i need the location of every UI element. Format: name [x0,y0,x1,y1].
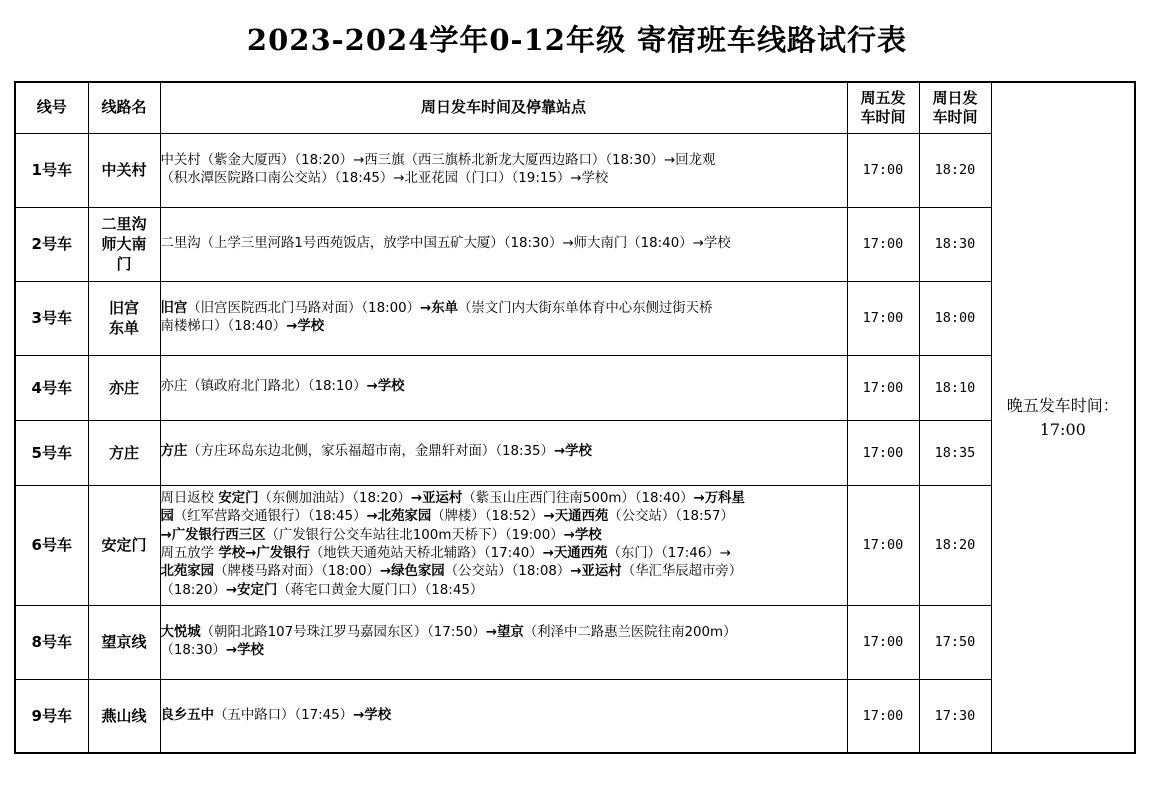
stop-detail: （利泽中二路惠兰医院往南200m） [523,624,737,640]
sunday-departure-time: 18:20 [919,133,991,207]
stop-name: →绿色家园 [379,564,445,580]
stop-name: →望京 [485,624,524,640]
route-stops [160,355,847,420]
route-row [15,133,1135,207]
stop-name: 安定门 [218,491,259,507]
sunday-departure-time: 18:10 [919,355,991,420]
stop-name: →广发银行西三区 [160,527,266,543]
route-stops [160,207,847,281]
header-row [15,82,1135,133]
route-stops [160,133,847,207]
route-row [15,485,1135,605]
bus-route-table [14,81,1136,754]
stop-name: 学校→广发银行 [218,546,310,561]
stop-detail: （公交站）（18:57） [608,509,734,525]
stop-detail: 周五放学 [160,546,219,561]
stop-name: 大悦城 [160,624,201,640]
stop-name: →安定门 [225,582,278,598]
sunday-departure-time: 17:30 [919,679,991,753]
route-name [88,133,160,207]
header-sunday-time-line: 车时间 [932,107,978,126]
stop-name: 方庄 [160,444,188,460]
sunday-departure-time: 18:30 [919,207,991,281]
header-line-no: 线号 [15,82,88,133]
route-number: 9号车 [15,679,88,753]
route-name-line: 旧宫 [108,299,139,317]
route-name [88,207,160,281]
route-stops [160,281,847,355]
stop-name: →天通西苑 [542,546,608,561]
route-number: 4号车 [15,355,88,420]
stop-name: →学校 [286,319,325,334]
stop-detail: （公交站）（18:08） [444,564,571,580]
route-row [15,207,1135,281]
friday-departure-time: 17:00 [847,281,919,355]
stop-detail: （紫玉山庄西门往南500m）（18:40） [462,491,694,507]
route-row [15,281,1135,355]
stop-name: →亚运村 [570,564,622,580]
route-name-line: 东单 [108,319,139,337]
route-name [88,420,160,485]
stop-name: 良乡五中 [160,707,215,723]
stop-name: →学校 [366,379,405,395]
stop-detail: 亦庄（镇政府北门路北）（18:10） [160,379,367,395]
friday-departure-time: 17:00 [847,207,919,281]
stop-detail: 二里沟（上学三里河路1号西苑饭店，放学中国五矿大厦）（18:30）→师大南门（18:40）→学校 [160,235,731,251]
route-number: 2号车 [15,207,88,281]
stop-detail: 南楼梯口）（18:40） [160,319,287,334]
route-name [88,355,160,420]
stop-detail: （18:30） [160,643,226,658]
route-stops-line [161,582,847,600]
friday-departure-time: 17:00 [847,679,919,753]
route-stops-line [161,545,847,563]
route-number: 1号车 [15,133,88,207]
friday-departure-time: 17:00 [847,420,919,485]
stop-name: →学校 [563,527,602,543]
route-name [88,679,160,753]
stop-name: →学校 [553,444,592,460]
route-row [15,605,1135,679]
stop-detail: （地铁天通苑站天桥北辅路）（17:40） [309,546,543,561]
stop-name: →万科星 [693,491,745,507]
route-stops-line [161,527,847,545]
route-name-line: 望京线 [101,633,147,651]
route-stops-line [161,563,847,581]
stop-name: 北苑家园 [160,564,215,580]
route-stops-line [161,443,847,461]
stop-name: →天通西苑 [543,509,609,525]
stop-detail: （18:20） [160,582,226,598]
route-number: 3号车 [15,281,88,355]
route-name-line: 方庄 [108,443,139,462]
header-sunday-time-line: 周日发 [932,88,978,107]
stop-detail: （旧宫医院西北门马路对面）（18:00） [187,300,421,316]
route-stops [160,679,847,753]
route-number: 5号车 [15,420,88,485]
route-stops-line [161,490,847,508]
route-name-line: 中关村 [101,161,147,179]
stop-name: →东单 [420,300,459,316]
route-stops-line [161,170,847,188]
route-number: 8号车 [15,605,88,679]
route-stops-line [161,642,847,660]
route-name-line: 安定门 [101,536,147,554]
friday-note-time: 17:00 [1039,419,1086,439]
route-name-line: 门 [116,255,132,273]
route-stops [160,420,847,485]
stop-detail: （广发银行公交车站往北100m天桥下）（19:00） [265,527,564,543]
stop-name: →北苑家园 [366,509,432,525]
route-stops-line [161,300,847,318]
route-stops-line [161,508,847,526]
route-stops-line [161,152,847,170]
friday-departure-time: 17:00 [847,355,919,420]
stop-detail: （朝阳北路107号珠江罗马嘉园东区）（17:50） [200,624,486,640]
stop-detail: （牌楼）（18:52） [431,509,544,525]
route-row [15,679,1135,753]
stop-name: →学校 [353,707,392,723]
header-route-name: 线路名 [88,82,160,133]
stop-detail: （牌楼马路对面）（18:00） [214,564,380,580]
stop-detail: （方庄环岛东边北侧，家乐福超市南，金鼎轩对面）（18:35） [187,444,554,460]
header-friday-time-line: 车时间 [860,107,906,126]
friday-departure-time: 17:00 [847,605,919,679]
route-stops-line [161,707,847,725]
stop-name: →学校 [225,643,264,658]
route-stops-line [161,378,847,396]
route-stops-line [161,624,847,642]
stop-detail: （五中路口）（17:45） [214,707,354,723]
friday-note-line: 晚五发车时间： [1006,395,1119,415]
stop-detail: （积水潭医院路口南公交站）（18:45）→北亚花园（门口）（19:15）→学校 [160,171,609,186]
stop-detail: 周日返校 [160,491,219,507]
route-stops [160,485,847,605]
route-row [15,420,1135,485]
header-friday-time [847,82,919,133]
sunday-departure-time: 17:50 [919,605,991,679]
route-name [88,605,160,679]
route-stops [160,605,847,679]
route-name-line: 亦庄 [108,378,139,397]
stop-detail: 中关村（紫金大厦西）（18:20）→西三旗（西三旗桥北新龙大厦西边路口）（18:30）→回龙观 [160,152,716,168]
stop-name: →亚运村 [410,491,463,507]
route-name [88,281,160,355]
route-number: 6号车 [15,485,88,605]
route-name-line: 二里沟 [101,215,147,233]
stop-name: 旧宫 [160,300,188,316]
route-row [15,355,1135,420]
stop-name: 园 [160,509,174,525]
stop-detail: （东侧加油站）（18:20） [258,491,411,507]
sunday-departure-time: 18:20 [919,485,991,605]
route-stops-line [161,318,847,336]
route-name-line: 燕山线 [101,706,147,725]
stop-detail: （蒋宅口黄金大厦门口）（18:45） [277,582,484,598]
friday-departure-time: 17:00 [847,133,919,207]
stop-detail: （华汇华辰超市旁） [621,564,743,580]
sunday-departure-time: 18:00 [919,281,991,355]
sunday-departure-time: 18:35 [919,420,991,485]
stop-detail: （崇文门内大街东单体育中心东侧过街天桥 [458,300,713,316]
page-title: 2023-2024学年0-12年级 寄宿班车线路试行表 [246,23,908,57]
header-friday-time-line: 周五发 [860,88,906,107]
stop-detail: （红军营路交通银行）（18:45） [173,509,367,525]
route-stops-line [161,235,847,253]
friday-departure-time: 17:00 [847,485,919,605]
friday-departure-note [991,82,1135,753]
route-name [88,485,160,605]
header-sunday-time [919,82,991,133]
stop-detail: （东门）（17:46）→ [607,546,731,561]
route-name-line: 师大南 [101,235,147,253]
header-sunday-stops: 周日发车时间及停靠站点 [160,82,847,133]
